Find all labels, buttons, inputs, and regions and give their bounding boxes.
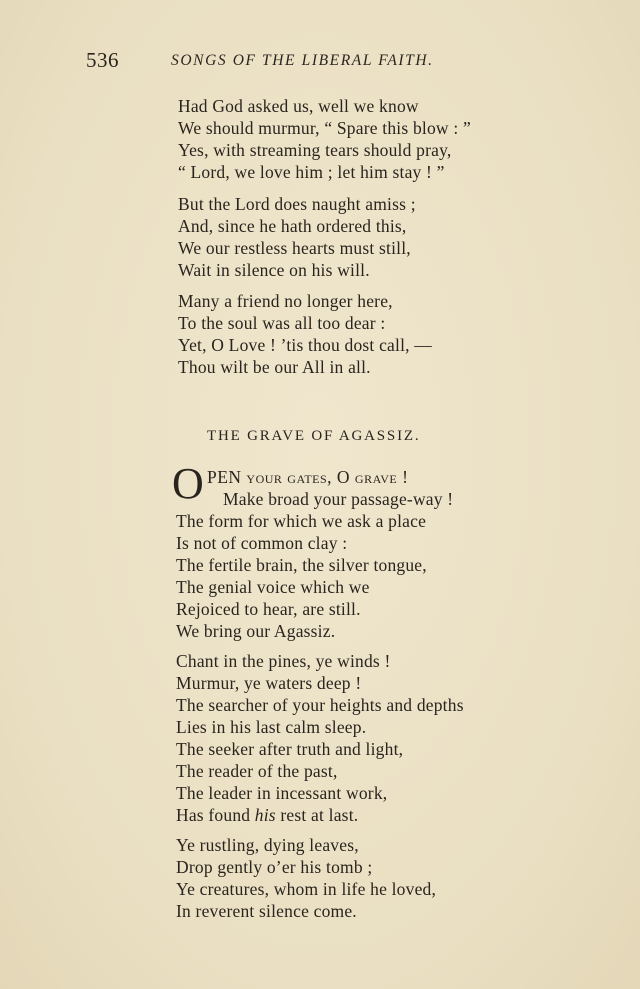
page-number: 536 — [86, 48, 119, 72]
poem-first-line: PEN your gates, O grave ! — [207, 467, 409, 487]
poem-line: Ye rustling, dying leaves, — [176, 835, 359, 855]
poem-line: Lies in his last calm sleep. — [176, 717, 367, 737]
poem-line: Drop gently o’er his tomb ; — [176, 857, 373, 877]
poem-line: Make broad your passage-way ! — [223, 489, 454, 509]
poem-line: The leader in incessant work, — [176, 783, 388, 803]
line-text: rest at last. — [275, 805, 359, 825]
poem-line: The reader of the past, — [176, 761, 338, 781]
page-header — [86, 48, 506, 78]
poem-line: Murmur, ye waters deep ! — [176, 673, 362, 693]
poem-line: Rejoiced to hear, are still. — [176, 599, 361, 619]
poem-line: Wait in silence on his will. — [178, 260, 370, 280]
poem-line: Yes, with streaming tears should pray, — [178, 140, 452, 160]
poem-line: We bring our Agassiz. — [176, 621, 336, 641]
poem-line: We our restless hearts must still, — [178, 238, 411, 258]
poem-line: “ Lord, we love him ; let him stay ! ” — [178, 162, 445, 182]
poem-line: The seeker after truth and light, — [176, 739, 404, 759]
poem-line: The fertile brain, the silver tongue, — [176, 555, 427, 575]
italic-word: his — [254, 805, 276, 825]
poem-title: THE GRAVE OF AGASSIZ. — [207, 428, 421, 444]
poem-line: Ye creatures, whom in life he loved, — [176, 879, 437, 899]
poem-line: We should murmur, “ Spare this blow : ” — [178, 118, 471, 138]
line-text: Has found — [176, 805, 255, 825]
poem-line — [176, 805, 358, 826]
drop-cap: O — [172, 459, 204, 508]
poem-line: Many a friend no longer here, — [178, 291, 393, 311]
poem-line: Thou wilt be our All in all. — [178, 357, 371, 377]
poem-line: Is not of common clay : — [176, 533, 348, 553]
poem-line: Chant in the pines, ye winds ! — [176, 651, 391, 671]
poem-line: In reverent silence come. — [176, 901, 357, 921]
poem-line: The searcher of your heights and depths — [176, 695, 464, 715]
poem-line: The genial voice which we — [176, 577, 370, 597]
poem-line: The form for which we ask a place — [176, 511, 427, 531]
poem-line: Yet, O Love ! ’tis thou dost call, — — [178, 335, 432, 355]
poem-line: Had God asked us, well we know — [178, 96, 419, 116]
running-head: SONGS OF THE LIBERAL FAITH. — [171, 52, 434, 69]
poem-line: And, since he hath ordered this, — [178, 216, 407, 236]
poem-line: But the Lord does naught amiss ; — [178, 194, 416, 214]
poem-line: To the soul was all too dear : — [178, 313, 386, 333]
